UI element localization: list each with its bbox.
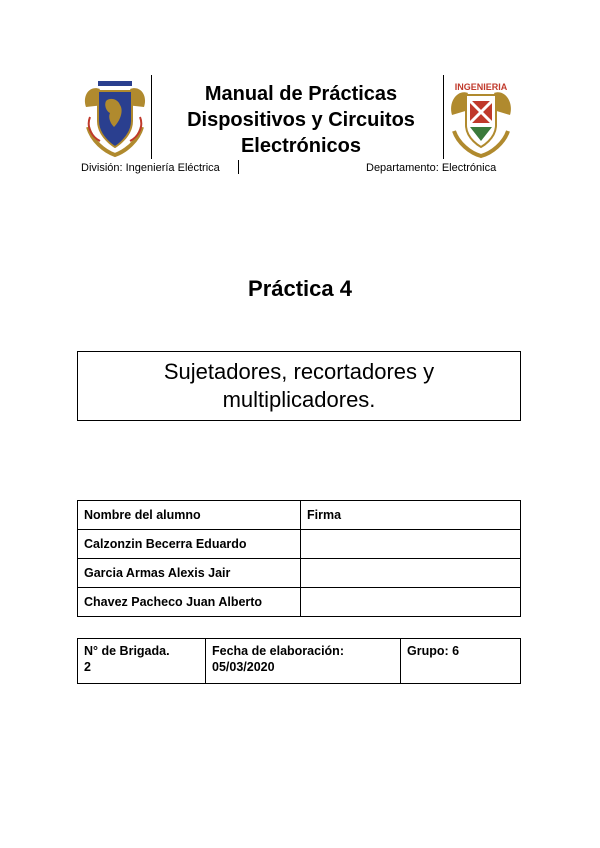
student-signature[interactable] (301, 530, 521, 559)
brigade-value: 2 (84, 660, 91, 674)
table-row (78, 530, 521, 559)
table-header-row (78, 501, 521, 530)
student-name: Chavez Pacheco Juan Alberto (78, 588, 301, 617)
student-signature[interactable] (301, 588, 521, 617)
student-name: Calzonzin Becerra Eduardo (78, 530, 301, 559)
info-row (78, 639, 521, 684)
header-signature: Firma (301, 501, 521, 530)
header-divider-left (151, 75, 152, 159)
student-signature[interactable] (301, 559, 521, 588)
header-title-line1: Manual de Prácticas (204, 83, 398, 105)
ingenieria-logo (446, 77, 516, 159)
date-value: 05/03/2020 (212, 660, 275, 674)
header-title (162, 81, 440, 159)
info-table (77, 638, 521, 684)
department-label: Departamento: Electrónica (366, 162, 497, 174)
date-cell (206, 639, 401, 684)
header-divider-right (443, 75, 444, 159)
students-table (77, 500, 521, 617)
unam-logo (80, 77, 150, 159)
practice-title: Práctica 4 (248, 276, 352, 301)
table-row (78, 588, 521, 617)
topic-box (77, 351, 521, 421)
group-cell: Grupo: 6 (401, 639, 521, 684)
header-title-line3: Electrónicos (240, 135, 362, 157)
brigade-cell (78, 639, 206, 684)
table-row (78, 559, 521, 588)
brigade-label: N° de Brigada. (84, 644, 170, 658)
document-header (77, 75, 529, 177)
student-name: Garcia Armas Alexis Jair (78, 559, 301, 588)
footer-divider (238, 160, 239, 174)
header-title-line2: Dispositivos y Circuitos (187, 109, 415, 131)
ingenieria-logo-text: INGENIERIA (454, 82, 508, 92)
header-name: Nombre del alumno (78, 501, 301, 530)
topic-title: Sujetadores, recortadores y multiplicadores. (163, 359, 435, 412)
date-label: Fecha de elaboración: (212, 644, 344, 658)
division-label: División: Ingeniería Eléctrica (81, 162, 220, 174)
